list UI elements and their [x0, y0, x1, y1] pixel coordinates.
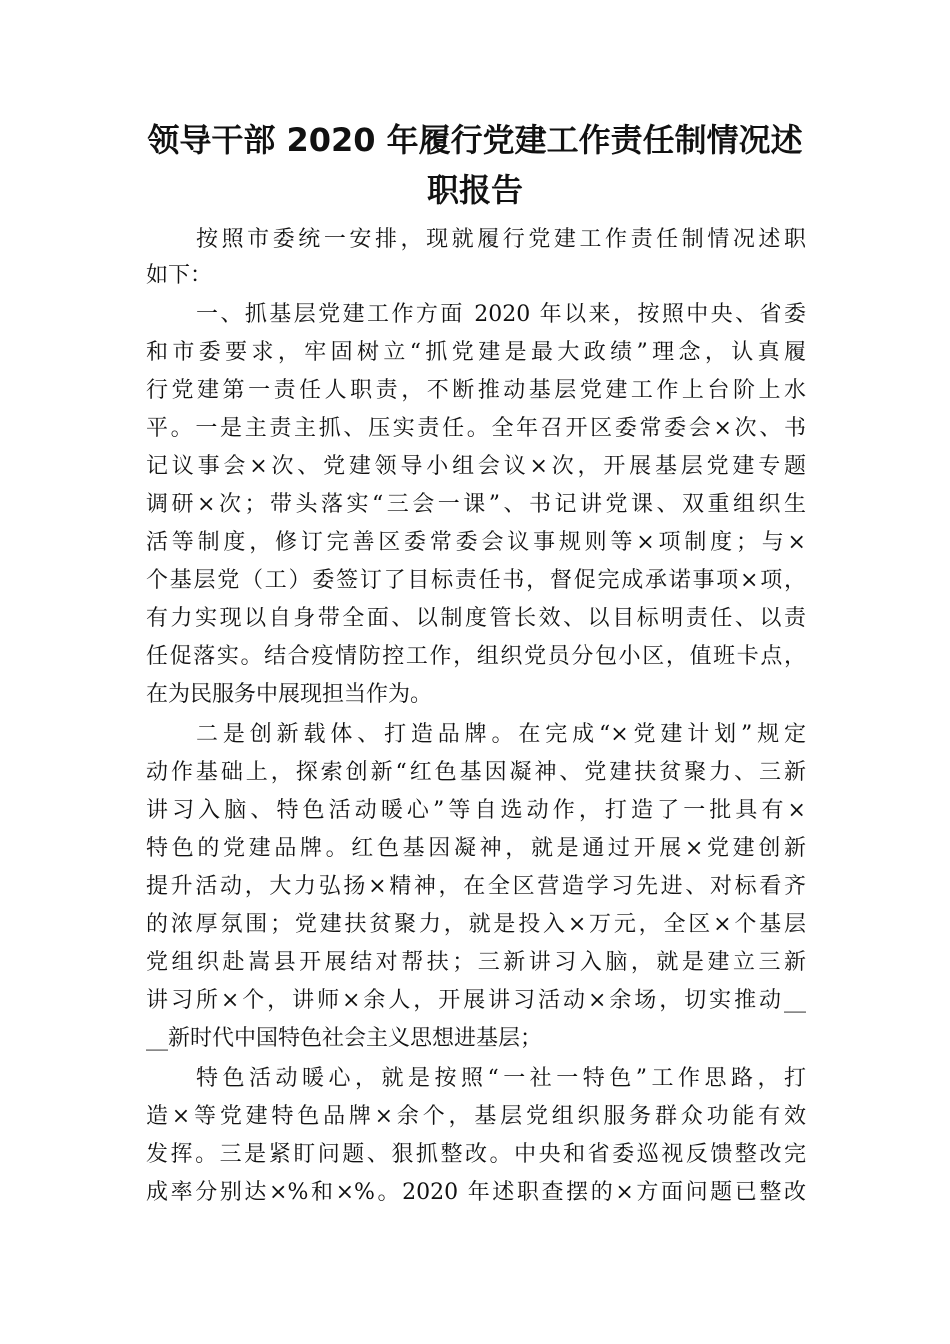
body-line: 平。一是主责主抓、压实责任。全年召开区委常委会×次、书 [146, 416, 806, 441]
body-line: 行党建第一责任人职责，不断推动基层党建工作上台阶上水 [146, 378, 806, 403]
body-line: 二是创新载体、打造品牌。在完成“×党建计划”规定 [196, 722, 806, 747]
document-title-line-1: 领导干部 2020 年履行党建工作责任制情况述 [147, 121, 803, 159]
body-line: 造×等党建特色品牌×余个，基层党组织服务群众功能有效 [146, 1104, 806, 1129]
body-line: 讲习所×个，讲师×余人，开展讲习活动×余场，切实推动__ [146, 988, 806, 1013]
body-line: 有力实现以自身带全面、以制度管长效、以目标明责任、以责 [146, 606, 806, 631]
body-line: 动作基础上，探索创新“红色基因凝神、党建扶贫聚力、三新 [146, 760, 806, 785]
body-line: 特色的党建品牌。红色基因凝神，就是通过开展×党建创新 [146, 836, 806, 861]
body-line: 一、抓基层党建工作方面 2020 年以来，按照中央、省委 [196, 302, 806, 327]
body-line: 按照市委统一安排，现就履行党建工作责任制情况述职 [196, 227, 806, 252]
body-line: 如下： [146, 263, 213, 288]
body-line: 成率分别达×%和×%。2020 年述职查摆的×方面问题已整改 [146, 1180, 806, 1205]
body-line: 提升活动，大力弘扬×精神，在全区营造学习先进、对标看齐 [146, 874, 806, 899]
body-line: 党组织赴嵩县开展结对帮扶；三新讲习入脑，就是建立三新 [146, 950, 806, 975]
body-line: 的浓厚氛围；党建扶贫聚力，就是投入×万元，全区×个基层 [146, 912, 806, 937]
document-title-line-2: 职报告 [426, 171, 523, 209]
body-line: 发挥。三是紧盯问题、狠抓整改。中央和省委巡视反馈整改完 [146, 1142, 806, 1167]
body-line: 特色活动暖心，就是按照“一社一特色”工作思路，打 [196, 1066, 806, 1091]
body-line: __新时代中国特色社会主义思想进基层； [146, 1026, 543, 1051]
body-line: 记议事会×次、党建领导小组会议×次，开展基层党建专题 [146, 454, 806, 479]
body-line: 讲习入脑、特色活动暖心”等自选动作，打造了一批具有× [146, 798, 806, 823]
body-line: 调研×次；带头落实“三会一课”、书记讲党课、双重组织生 [146, 492, 806, 517]
body-line: 在为民服务中展现担当作为。 [146, 682, 433, 707]
body-line: 个基层党（工）委签订了目标责任书，督促完成承诺事项×项， [146, 568, 806, 593]
body-line: 活等制度，修订完善区委常委会议事规则等×项制度；与× [146, 530, 806, 555]
body-line: 和市委要求，牢固树立“抓党建是最大政绩”理念，认真履 [146, 340, 806, 365]
body-line: 任促落实。结合疫情防控工作，组织党员分包小区，值班卡点， [146, 644, 806, 669]
